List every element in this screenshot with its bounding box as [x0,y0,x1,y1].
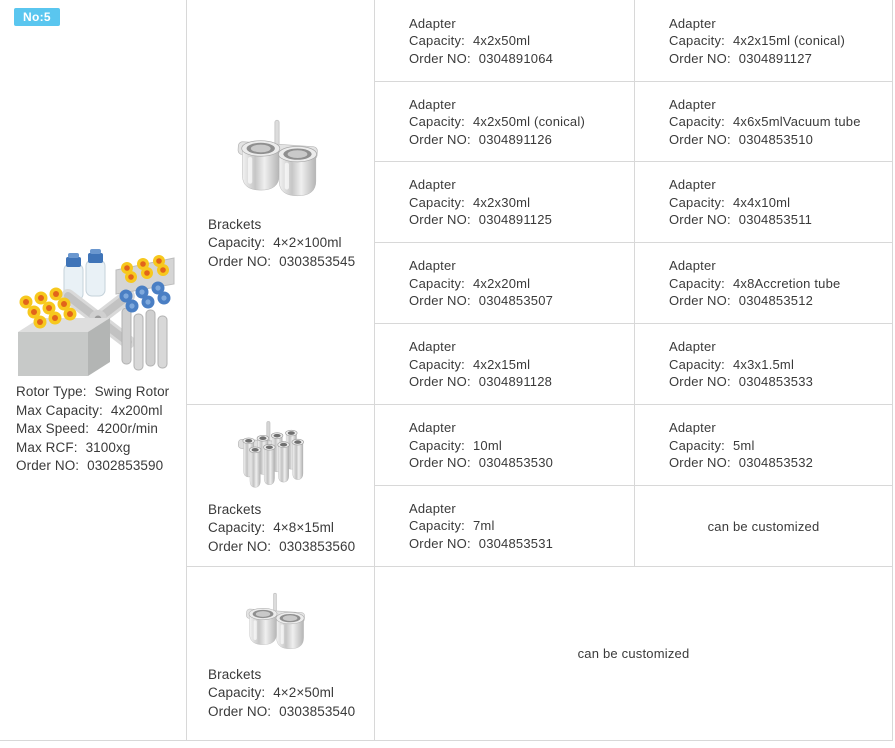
adapter-capacity: Capacity: 4x3x1.5ml [669,356,795,372]
customized-note: can be customized [577,646,690,661]
adapter-capacity: Capacity: 10ml [409,437,502,453]
adapter-order: Order NO: 0304853531 [409,535,554,551]
adapter-title: Adapter [409,96,456,112]
bracket-capacity: Capacity: 4×2×50ml [208,685,335,701]
adapter-capacity: Capacity: 4x2x20ml [409,275,531,291]
adapter-cell-r4c2 [634,243,893,324]
bracket-1-text [208,216,355,271]
adapter-order: Order NO: 0304891064 [409,50,554,66]
rotor-specs [16,383,169,476]
adapter-order: Order NO: 0304853512 [669,293,814,309]
adapter-order: Order NO: 0304853530 [409,455,554,471]
bracket-title: Brackets [208,502,262,517]
spec-rotor-type: Rotor Type: Swing Rotor [16,384,170,399]
adapter-cell-r3c2 [634,162,893,243]
adapter-cell-r1c1 [374,0,634,82]
adapter-title: Adapter [669,339,716,355]
bracket-order: Order NO: 0303853540 [208,703,356,719]
adapter-title: Adapter [669,96,716,112]
adapter-order: Order NO: 0304853511 [669,212,813,228]
adapter-cell-r1c2 [634,0,893,82]
adapter-order: Order NO: 0304853510 [669,131,814,147]
adapter-capacity: Capacity: 4x2x15ml [409,356,531,372]
adapter-title: Adapter [669,177,716,193]
eight-tube-bracket-image [228,414,312,498]
bracket-section-2 [186,404,374,566]
adapter-title: Adapter [409,420,456,436]
adapter-title: Adapter [409,15,456,31]
bracket-capacity: Capacity: 4×8×15ml [208,520,335,536]
adapter-cell-r2c2 [634,82,893,162]
adapter-title: Adapter [409,258,456,274]
customized-note: can be customized [707,518,820,534]
adapter-capacity: Capacity: 4x2x15ml (conical) [669,33,845,49]
adapter-cell-r4c1 [374,243,634,324]
bracket-3-text [208,666,355,721]
spec-max-speed: Max Speed: 4200r/min [16,421,158,437]
bracket-order: Order NO: 0303853545 [208,253,356,269]
adapter-order: Order NO: 0304853507 [409,293,554,309]
spec-max-capacity: Max Capacity: 4x200ml [16,402,163,418]
adapter-title: Adapter [669,15,716,31]
adapter-cell-r7c2-customized [634,486,893,566]
bracket-title: Brackets [208,667,262,682]
bracket-section-1 [186,0,374,404]
adapter-order: Order NO: 0304891127 [669,50,813,66]
adapter-capacity: Capacity: 4x2x50ml [409,33,531,49]
adapter-capacity: Capacity: 7ml [409,518,495,534]
adapter-order: Order NO: 0304853533 [669,374,814,390]
adapter-cell-r6c1 [374,405,634,486]
two-bucket-bracket-image [224,104,330,212]
adapter-title: Adapter [409,500,456,516]
adapter-order: Order NO: 0304891126 [409,131,553,147]
adapter-capacity: Capacity: 4x2x50ml (conical) [409,114,585,130]
adapter-cell-r7c1 [374,486,634,566]
adapter-order: Order NO: 0304891128 [409,374,553,390]
adapter-capacity: Capacity: 4x8Accretion tube [669,275,841,291]
adapter-title: Adapter [409,177,456,193]
swing-rotor-image [6,230,178,380]
bracket-order: Order NO: 0303853560 [208,538,356,554]
adapter-cell-r5c2 [634,324,893,405]
spec-max-rcf: Max RCF: 3100xg [16,439,131,455]
adapter-title: Adapter [669,420,716,436]
bracket-2-text [208,501,355,556]
bracket-capacity: Capacity: 4×2×100ml [208,235,342,251]
adapter-capacity: Capacity: 4x6x5mlVacuum tube [669,114,861,130]
adapter-cell-r6c2 [634,405,893,486]
adapter-title: Adapter [409,339,456,355]
adapter-order: Order NO: 0304853532 [669,455,814,471]
spec-order-no: Order NO: 0302853590 [16,458,164,474]
adapter-title: Adapter [669,258,716,274]
adapter-cell-r2c1 [374,82,634,162]
adapter-order: Order NO: 0304891125 [409,212,553,228]
model-number-badge: No:5 [14,8,60,26]
bracket-title: Brackets [208,217,262,232]
footer-customized-cell [374,567,893,740]
adapter-cell-r5c1 [374,324,634,405]
two-bucket-bracket-small-image [236,577,314,665]
border-bottom [0,740,893,741]
bracket-section-3 [186,566,374,740]
adapter-capacity: Capacity: 4x2x30ml [409,194,531,210]
adapter-capacity: Capacity: 5ml [669,437,755,453]
adapter-capacity: Capacity: 4x4x10ml [669,194,791,210]
adapter-cell-r3c1 [374,162,634,243]
